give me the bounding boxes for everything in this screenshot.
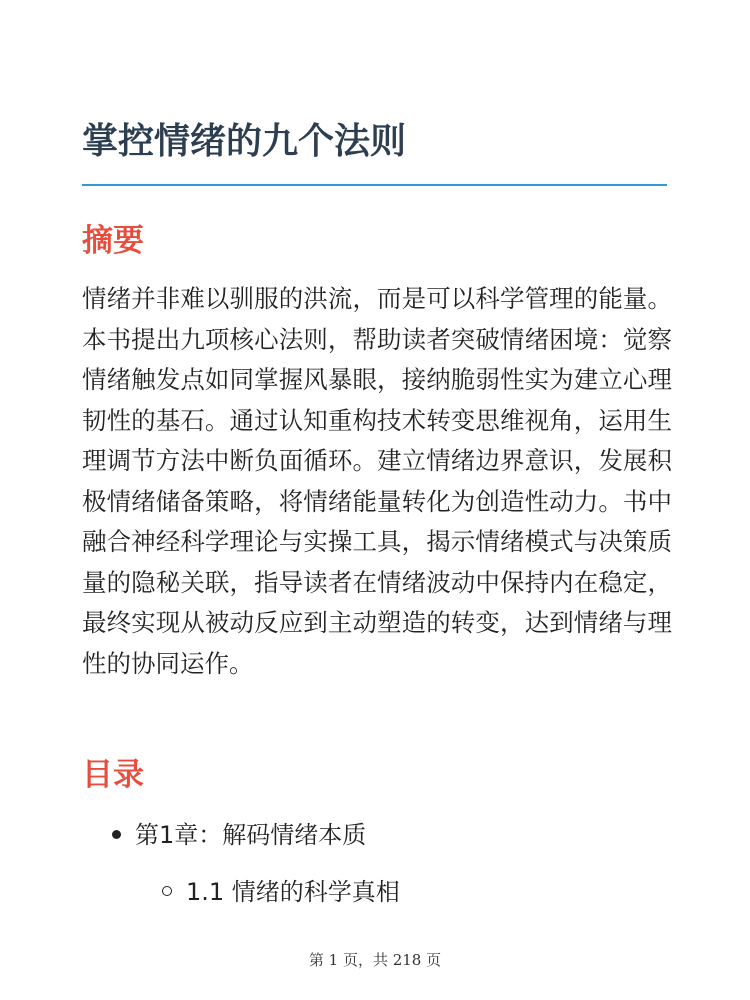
abstract-heading: 摘要 — [82, 223, 144, 259]
toc-item-section-1-1[interactable] — [162, 872, 400, 912]
title-divider — [82, 184, 667, 186]
toc-item-label: 1.1 情绪的科学真相 — [186, 878, 400, 906]
toc-heading: 目录 — [82, 757, 144, 793]
toc-item-chapter-1[interactable] — [112, 815, 366, 855]
toc-item-label: 第1章：解码情绪本质 — [135, 821, 367, 849]
bullet-disc-icon — [112, 830, 121, 839]
book-title: 掌控情绪的九个法则 — [82, 121, 407, 162]
bullet-circle-icon — [162, 886, 172, 896]
abstract-body: 情绪并非难以驯服的洪流，而是可以科学管理的能量。本书提出九项核心法则，帮助读者突破情绪困境：觉察情绪触发点如同掌握风暴眼，接纳脆弱性实为建立心理韧性的基石。通过认知重构技术转变思维视角，运用生理调节方法中断负面循环。建立情绪边界意识，发展积极情绪储备策略，将情绪能量转化为创造性动力。书中融合神经科学理论与实操工具，揭示情绪模式与决策质量的隐秘关联，指导读者在情绪波动中保持内在稳定，最终实现从被动反应到主动塑造的转变，达到情绪与理性的协同运作。 — [82, 284, 672, 678]
page-number-footer: 第 1 页，共 218 页 — [308, 951, 442, 969]
